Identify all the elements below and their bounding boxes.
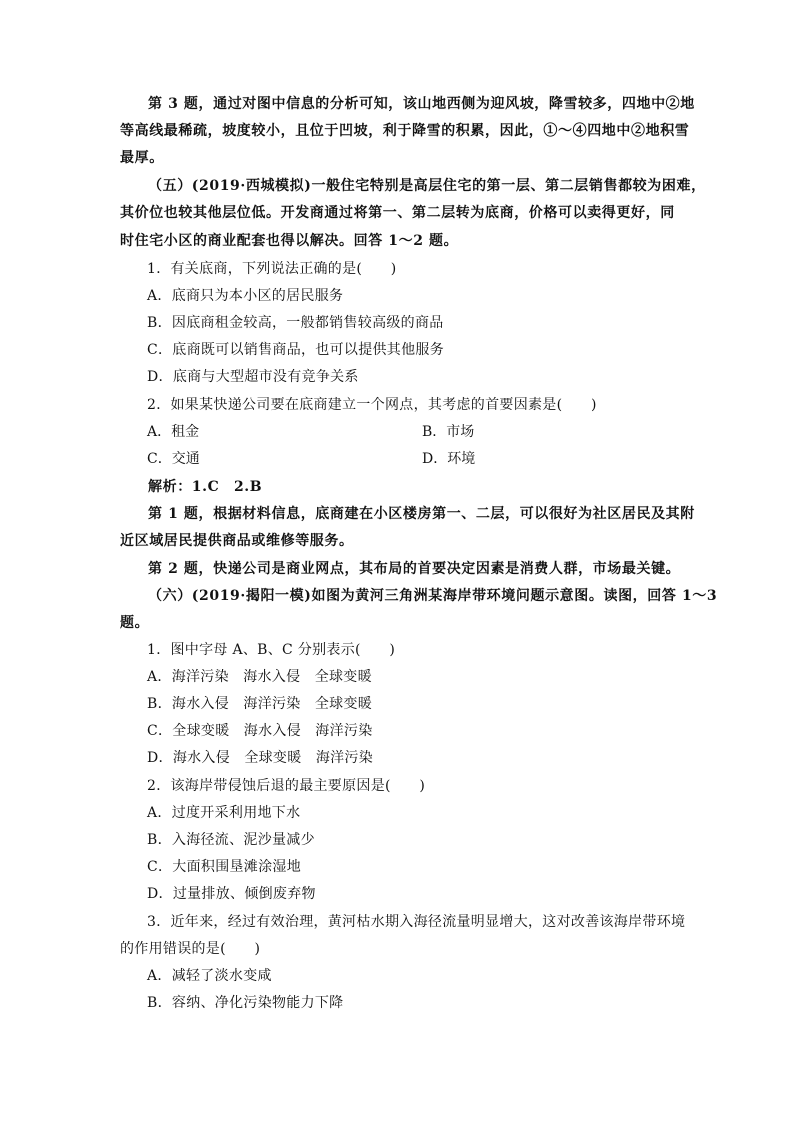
question-stem: 1．有关底商，下列说法正确的是( ) — [147, 261, 397, 277]
answer-option: C．全球变暖 海水入侵 海洋污染 — [147, 723, 373, 739]
analysis-line: 第 1 题，根据材料信息，底商建在小区楼房第一、二层，可以很好为社区居民及其附 — [148, 506, 695, 522]
answer-option: B．容纳、净化污染物能力下降 — [147, 995, 344, 1011]
answer-option: A．海洋污染 海水入侵 全球变暖 — [147, 669, 372, 685]
section-intro: （六）(2019·揭阳一模)如图为黄河三角洲某海岸带环境问题示意图。读图，回答 1～3 — [148, 588, 718, 604]
answer-option: A．减轻了淡水变咸 — [147, 968, 272, 984]
analysis-line: 第 2 题，快递公司是商业网点，其布局的首要决定因素是消费人群，市场最关键。 — [148, 561, 681, 577]
analysis-line: 等高线最稀疏，坡度较小，且位于凹坡，利于降雪的积累，因此，①～④四地中②地积雪 — [120, 123, 690, 139]
question-stem: 的作用错误的是( ) — [120, 941, 261, 957]
answer-option: D．海水入侵 全球变暖 海洋污染 — [147, 750, 374, 766]
analysis-line: 第 3 题，通过对图中信息的分析可知，该山地西侧为迎风坡，降雪较多，四地中②地 — [148, 96, 695, 112]
answer-option: C．大面积围垦滩涂湿地 — [147, 859, 302, 875]
option-grid — [147, 419, 667, 479]
section-intro: 题。 — [120, 615, 150, 631]
answer-option: D．过量排放、倾倒废弃物 — [147, 886, 316, 902]
answer-option: D．底商与大型超市没有竞争关系 — [147, 369, 359, 385]
section-intro: 时住宅小区的商业配套也得以解决。回答 1～2 题。 — [120, 233, 459, 249]
answer-option: A．底商只为本小区的居民服务 — [147, 288, 344, 304]
analysis-line: 近区域居民提供商品或维修等服务。 — [120, 533, 354, 549]
answer-option: B．因底商租金较高，一般都销售较高级的商品 — [147, 315, 444, 331]
answer-option: B．海水入侵 海洋污染 全球变暖 — [147, 696, 373, 712]
question-stem: 1．图中字母 A、B、C 分别表示( ) — [147, 642, 396, 658]
answer-option: D．环境 — [422, 451, 476, 467]
answer-key: 解析：1.C 2.B — [148, 479, 263, 495]
answer-option: C．底商既可以销售商品，也可以提供其他服务 — [147, 342, 445, 358]
answer-option: C．交通 — [147, 451, 200, 467]
answer-option: A．租金 — [147, 424, 200, 440]
analysis-line: 最厚。 — [120, 150, 164, 166]
section-intro: 其价位也较其他层位低。开发商通过将第一、第二层转为底商，价格可以卖得更好，同 — [120, 205, 675, 221]
question-stem: 2．该海岸带侵蚀后退的最主要原因是( ) — [147, 778, 426, 794]
question-stem: 2．如果某快递公司要在底商建立一个网点，其考虑的首要因素是( ) — [147, 397, 597, 413]
answer-option: A．过度开采利用地下水 — [147, 805, 301, 821]
answer-option: B．入海径流、泥沙量减少 — [147, 832, 315, 848]
section-intro: （五）(2019·西城模拟)一般住宅特别是高层住宅的第一层、第二层销售都较为困难， — [148, 178, 706, 194]
question-stem: 3．近年来，经过有效治理，黄河枯水期入海径流量明显增大，这对改善该海岸带环境 — [147, 914, 686, 930]
answer-option: B．市场 — [422, 424, 475, 440]
